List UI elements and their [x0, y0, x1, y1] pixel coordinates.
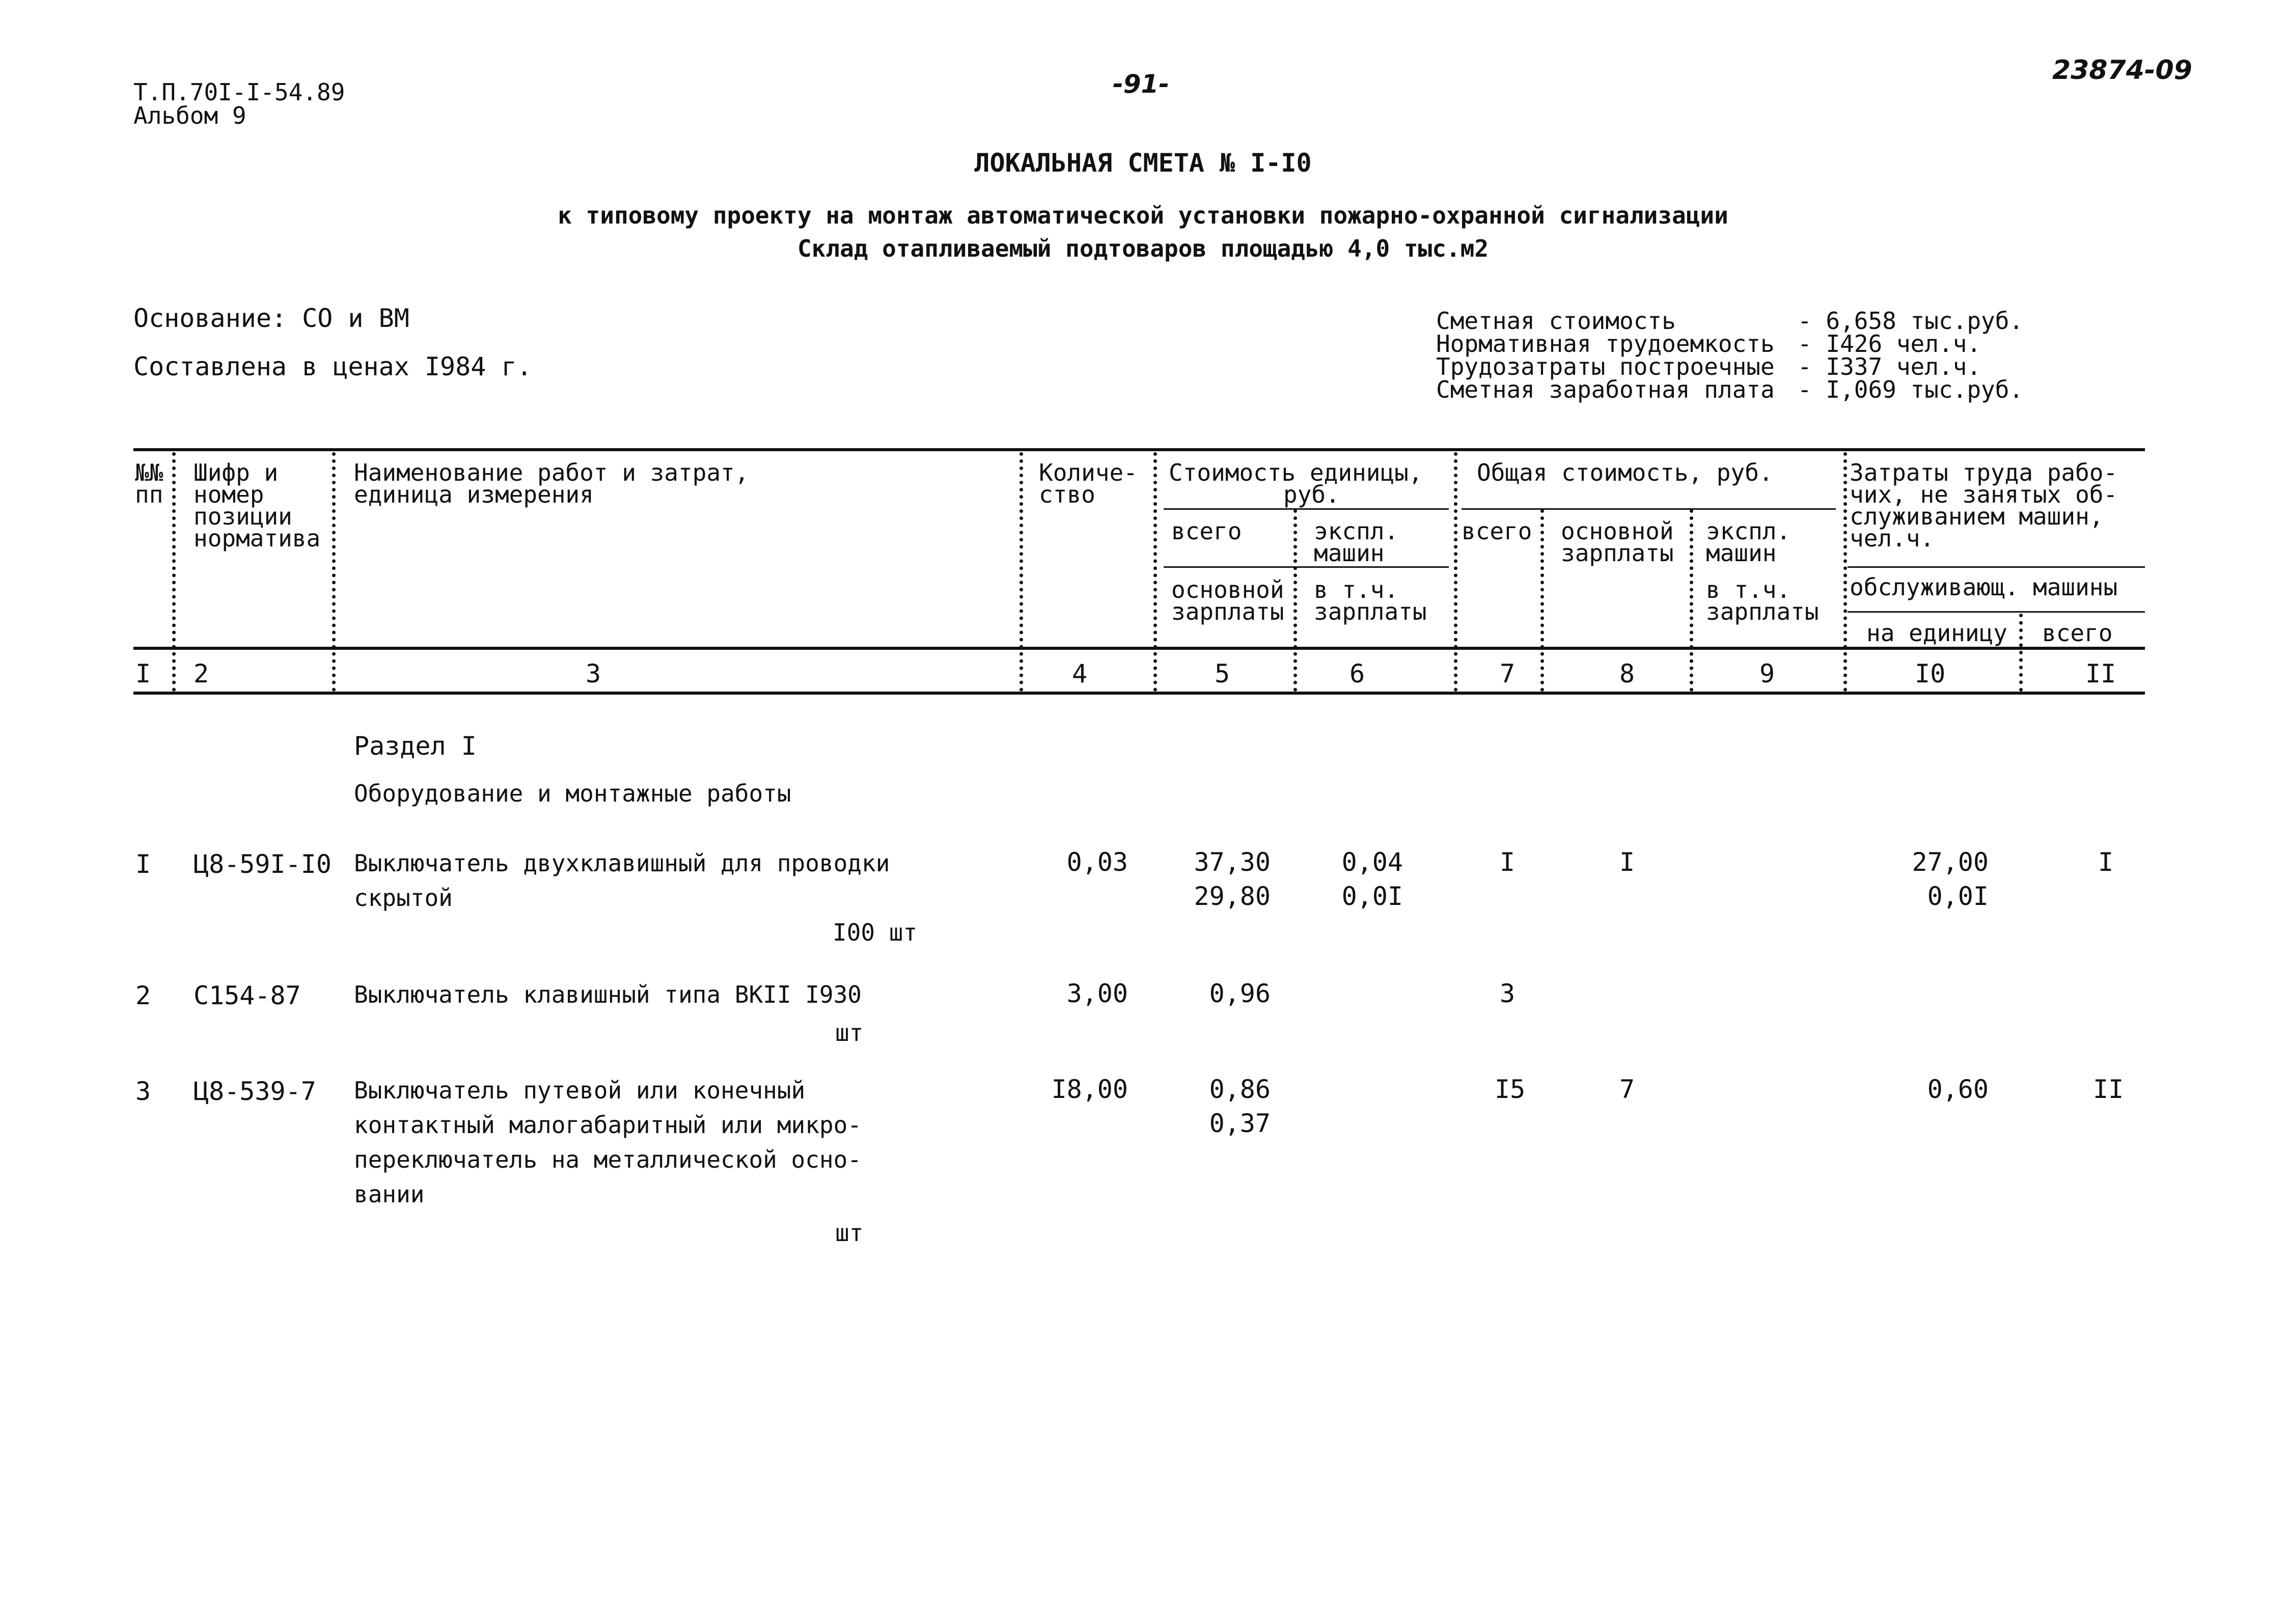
row-labor-total: I: [2098, 847, 2114, 877]
row-unit-basic: 29,80: [1194, 882, 1271, 911]
row-code: С154-87: [194, 981, 301, 1010]
row-unit-total: 0,96: [1209, 979, 1271, 1008]
column-divider: [332, 452, 336, 692]
summary-value: - I,069 тыс.руб.: [1798, 376, 2024, 403]
document-object: Склад отапливаемый подтоваров площадью 4,0 тыс.м2: [797, 235, 1489, 262]
row-name: контактный малогабаритный или микро-: [354, 1111, 862, 1139]
summary-value: - 6,658 тыс.руб.: [1798, 307, 2024, 335]
row-name: переключатель на металлической осно-: [354, 1146, 862, 1173]
row-unit-total: 0,86: [1209, 1075, 1271, 1104]
summary-label: Сметная заработная плата: [1436, 376, 1775, 403]
col-2-header: позиции: [194, 503, 292, 530]
row-code: Ц8-59I-I0: [194, 849, 332, 879]
column-divider: [1293, 509, 1297, 692]
labor-unit-header: на единицу: [1866, 619, 2007, 647]
unit-basic-header: основной: [1171, 576, 1284, 603]
row-labor-unit: 0,0I: [1927, 882, 1989, 911]
header-rule: [1164, 566, 1449, 568]
row-unit: шт: [835, 1219, 864, 1247]
unit-basic-header: зарплаты: [1171, 598, 1284, 625]
labor-header: чих, не занятых об-: [1850, 481, 2118, 508]
row-total-all: I5: [1495, 1075, 1526, 1104]
unit-cost-header: руб.: [1283, 481, 1340, 508]
row-labor-unit: 27,00: [1912, 847, 1989, 877]
row-name: вании: [354, 1180, 425, 1208]
total-incl-header: зарплаты: [1706, 598, 1819, 625]
row-qty: 0,03: [1066, 847, 1128, 877]
unit-incl-header: зарплаты: [1314, 598, 1427, 625]
column-number: 4: [1072, 659, 1088, 689]
row-name: Выключатель путевой или конечный: [354, 1077, 806, 1104]
document-subtitle: к типовому проекту на монтаж автоматической установки пожарно-охранной сигнализации: [558, 202, 1728, 229]
column-divider: [1540, 509, 1544, 692]
labor-header: чел.ч.: [1850, 525, 1935, 552]
header-rule: [1462, 508, 1836, 510]
basis-line: Основание: СО и ВМ: [133, 304, 409, 333]
col-1-header: пп: [135, 481, 163, 508]
labor-service-header: обслуживающ. машины: [1850, 573, 2118, 601]
row-total-basic: I: [1619, 847, 1635, 877]
row-unit-incl: 0,0I: [1341, 882, 1403, 911]
column-number: 5: [1215, 659, 1230, 689]
row-qty: 3,00: [1066, 979, 1128, 1008]
section-subtitle: Оборудование и монтажные работы: [354, 780, 791, 807]
unit-cost-header: Стоимость единицы,: [1169, 459, 1423, 486]
col-4-header: ство: [1039, 481, 1095, 508]
column-divider: [1843, 452, 1847, 692]
row-code: Ц8-539-7: [194, 1077, 316, 1106]
header-rule: [1848, 611, 2145, 613]
column-divider: [1153, 452, 1157, 692]
row-number: I: [135, 849, 151, 879]
col-1-header: №№: [135, 459, 163, 486]
summary-label: Трудозатраты построечные: [1436, 353, 1775, 380]
total-cost-header: Общая стоимость, руб.: [1477, 459, 1773, 486]
labor-total-header: всего: [2042, 619, 2113, 647]
row-total-all: 3: [1500, 979, 1516, 1008]
col-3-header: Наименование работ и затрат,: [354, 459, 749, 486]
col-4-header: Количе-: [1039, 459, 1138, 486]
column-divider: [1690, 509, 1693, 692]
row-labor-unit: 0,60: [1927, 1075, 1989, 1104]
summary-value: - I426 чел.ч.: [1798, 330, 1981, 357]
column-number: 2: [194, 659, 209, 689]
header-rule: [1164, 508, 1449, 510]
column-divider: [1020, 452, 1023, 692]
doc-reference: Т.П.70I-I-54.89: [133, 78, 345, 106]
unit-expl-header: машин: [1314, 539, 1385, 567]
column-number: 3: [586, 659, 601, 689]
header-bottom-rule: [133, 692, 2145, 695]
column-number: II: [2085, 659, 2116, 689]
row-number: 3: [135, 1077, 151, 1106]
page-number: -91-: [1113, 69, 1170, 99]
summary-label: Нормативная трудоемкость: [1436, 330, 1775, 357]
column-divider: [172, 452, 176, 692]
header-top-rule: [133, 448, 2145, 451]
col-3-header: единица измерения: [354, 481, 594, 508]
section-title: Раздел I: [354, 731, 477, 761]
row-unit-total: 37,30: [1194, 847, 1271, 877]
column-divider: [2019, 614, 2023, 692]
album-label: Альбом 9: [133, 102, 246, 129]
row-name: Выключатель клавишный типа ВКII I930: [354, 981, 862, 1008]
column-divider: [1454, 452, 1457, 692]
col-2-header: номер: [194, 481, 264, 508]
column-number: I: [135, 659, 151, 689]
total-expl-header: машин: [1706, 539, 1777, 567]
col-2-header: Шифр и: [194, 459, 279, 486]
row-total-basic: 7: [1619, 1075, 1635, 1104]
unit-incl-header: в т.ч.: [1314, 576, 1399, 603]
row-qty: I8,00: [1051, 1075, 1128, 1104]
column-number: I0: [1915, 659, 1946, 689]
row-name: Выключатель двухклавишный для проводки: [354, 849, 890, 877]
row-unit: I00 шт: [833, 919, 918, 946]
row-unit-expl: 0,04: [1341, 847, 1403, 877]
handwritten-stamp: 23874-09: [2052, 55, 2192, 86]
column-number: 9: [1759, 659, 1775, 689]
labor-header: служиванием машин,: [1850, 503, 2104, 530]
row-number: 2: [135, 981, 151, 1010]
column-number: 8: [1619, 659, 1635, 689]
col-2-header: норматива: [194, 525, 321, 552]
row-name: скрытой: [354, 884, 453, 912]
unit-expl-header: экспл.: [1314, 517, 1399, 545]
total-all-header: всего: [1462, 517, 1532, 545]
summary-value: - I337 чел.ч.: [1798, 353, 1981, 380]
total-incl-header: в т.ч.: [1706, 576, 1791, 603]
price-base-line: Составлена в ценах I984 г.: [133, 352, 532, 381]
unit-total-header: всего: [1171, 517, 1242, 545]
row-labor-total: II: [2093, 1075, 2124, 1104]
total-basic-header: зарплаты: [1561, 539, 1674, 567]
document-title: ЛОКАЛЬНАЯ СМЕТА № I-I0: [974, 148, 1312, 178]
column-number: 6: [1349, 659, 1365, 689]
header-rule: [1848, 566, 2145, 568]
summary-label: Сметная стоимость: [1436, 307, 1676, 335]
row-unit-basic: 0,37: [1209, 1109, 1271, 1138]
total-expl-header: экспл.: [1706, 517, 1791, 545]
row-total-all: I: [1500, 847, 1516, 877]
labor-header: Затраты труда рабо-: [1850, 459, 2118, 486]
column-number: 7: [1500, 659, 1516, 689]
total-basic-header: основной: [1561, 517, 1674, 545]
row-unit: шт: [835, 1019, 864, 1047]
